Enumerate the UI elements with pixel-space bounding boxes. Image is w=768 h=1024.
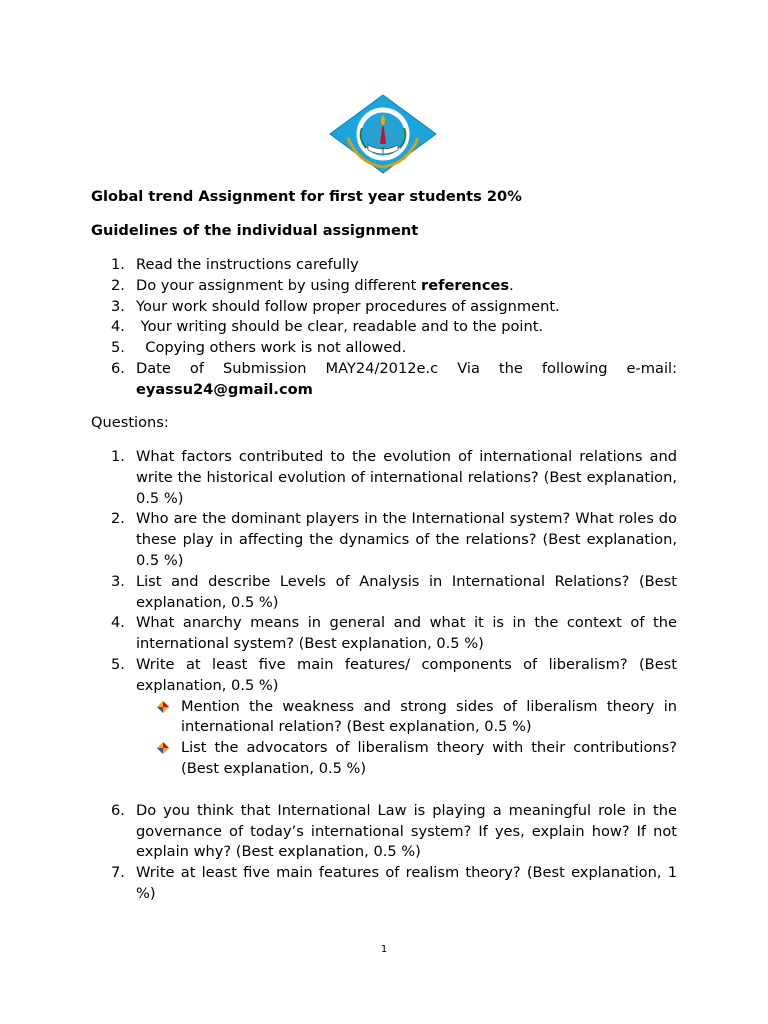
guideline-item-1: 1. Read the instructions carefully xyxy=(111,256,359,273)
questions-heading: Questions: xyxy=(91,414,169,431)
arrow-bullet-icon xyxy=(157,701,169,713)
arrow-bullet-icon xyxy=(157,742,169,754)
guideline-item-5: 5. Copying others work is not allowed. xyxy=(111,339,407,357)
question-item-4: 4. What anarchy means in general and what it is in the context of the international system? (Best explanation, 0.5 %) xyxy=(111,614,677,653)
guideline-item-6: 6. Date of Submission MAY24/2012e.c Via the following e-mail: xyxy=(111,359,677,377)
question-item-2: 2. Who are the dominant players in the International system? What roles do these play in affecting the dynamics of the relations? (Best explanation, 0.5 %) xyxy=(111,510,677,569)
question-subitem-1: Mention the weakness and strong sides of liberalism theory in international relation? (Best explanation, 0.5 %) xyxy=(91,697,677,739)
college-logo xyxy=(328,93,438,175)
assignment-title: Global trend Assignment for first year students 20% xyxy=(91,188,522,205)
guidelines-heading xyxy=(91,222,418,239)
guidelines-list xyxy=(91,255,677,401)
guideline-item-4: 4. Your writing should be clear, readable and to the point. xyxy=(111,318,544,336)
guideline-item-2: 2. Do your assignment by using different references. xyxy=(111,276,514,294)
question-item-5: 5. Write at least five main features/ components of liberalism? (Best explanation, 0.5 %) xyxy=(111,655,677,694)
guideline-item-3: 3. Your work should follow proper procedures of assignment. xyxy=(111,297,560,315)
submission-email: eyassu24@gmail.com xyxy=(136,380,313,398)
question-subitem-2: List the advocators of liberalism theory with their contributions? (Best explanation, 0.5 %) xyxy=(91,738,677,780)
question-item-6: 6. Do you think that International Law is playing a meaningful role in the governance of today’s international system? If yes, explain how? If not explain why? (Best explanation, 0.5 %) xyxy=(111,801,677,861)
question-item-3: 3. List and describe Levels of Analysis in International Relations? (Best explanation, 0.5 %) xyxy=(111,572,677,611)
questions-list xyxy=(91,447,677,905)
page-number: 1 xyxy=(380,944,388,955)
question-item-7: 7. Write at least five main features of realism theory? (Best explanation, 1 %) xyxy=(111,864,677,902)
guidelines-heading-text: Guidelines of the individual assignment xyxy=(91,222,419,239)
question-item-1: 1. What factors contributed to the evolution of international relations and write the historical evolution of international relations? (Best explanation, 0.5 %) xyxy=(111,448,677,507)
